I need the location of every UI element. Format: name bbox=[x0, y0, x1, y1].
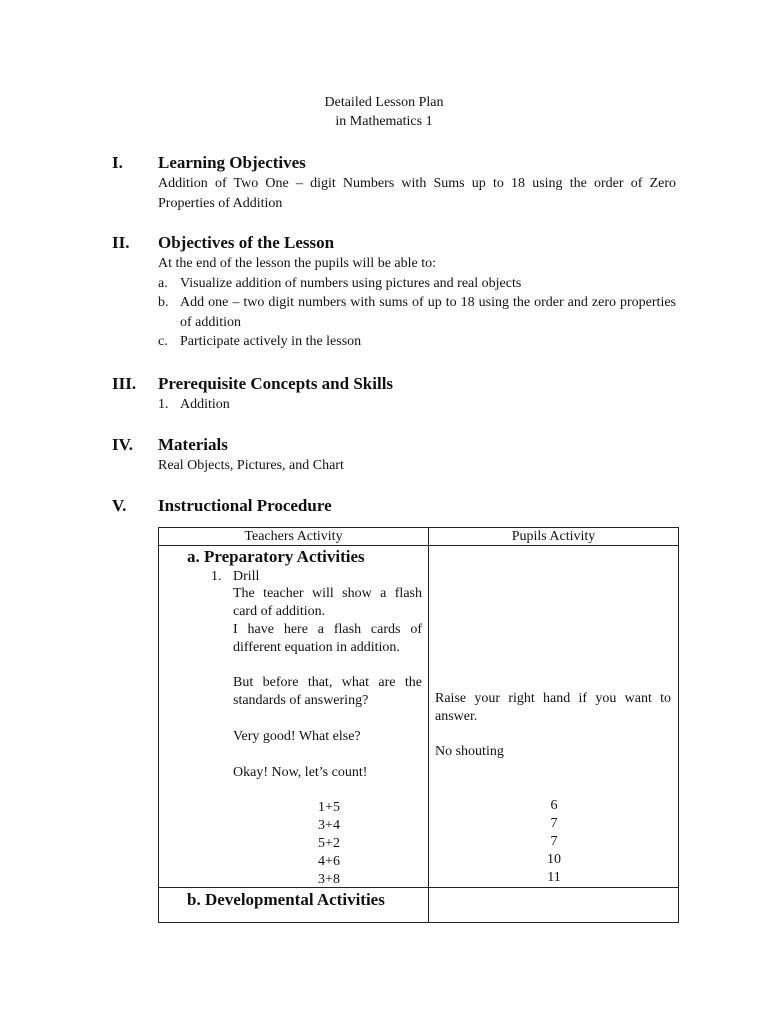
section-body bbox=[158, 395, 678, 415]
section-number: III. bbox=[112, 374, 137, 393]
teacher-text: Very good! What else? bbox=[233, 729, 361, 744]
equation-item: 4+6 bbox=[318, 854, 340, 869]
list-item bbox=[158, 293, 676, 332]
equation-item: 1+5 bbox=[318, 800, 340, 815]
pupils-activity-cell bbox=[429, 888, 679, 923]
section-heading: Prerequisite Concepts and Skills bbox=[158, 374, 394, 393]
column-header-pupils: Pupils Activity bbox=[429, 528, 679, 546]
section-heading: Instructional Procedure bbox=[158, 496, 332, 515]
column-header-teachers: Teachers Activity bbox=[159, 528, 429, 546]
section-heading: Learning Objectives bbox=[158, 153, 306, 172]
part-a-heading: a. Preparatory Activities bbox=[187, 547, 365, 566]
list-marker: c. bbox=[158, 334, 168, 349]
section-number: II. bbox=[112, 233, 130, 252]
section-text: Addition of Two One – digit Numbers with Sums up to 18 using the order of Zero Properties of Addition bbox=[158, 176, 676, 211]
document-title-line2: in Mathematics 1 bbox=[335, 114, 433, 129]
list-item bbox=[158, 274, 676, 294]
drill-marker: 1. bbox=[211, 569, 222, 584]
list-marker: 1. bbox=[158, 397, 169, 412]
teachers-activity-cell bbox=[159, 546, 429, 888]
document-title-line1: Detailed Lesson Plan bbox=[324, 95, 444, 110]
table-row bbox=[159, 888, 679, 923]
table-row bbox=[159, 546, 679, 888]
list-text: Add one – two digit numbers with sums of up to 18 using the order and zero properties of addition bbox=[180, 295, 676, 330]
section-number: I. bbox=[112, 153, 123, 172]
section-number: IV. bbox=[112, 435, 133, 454]
section-text: Real Objects, Pictures, and Chart bbox=[158, 458, 344, 473]
list-item bbox=[158, 332, 676, 352]
section-heading: Materials bbox=[158, 435, 228, 454]
answer-item: 10 bbox=[547, 852, 561, 867]
teachers-activity-cell bbox=[159, 888, 429, 923]
pupil-response: Raise your right hand if you want to answer. bbox=[435, 691, 671, 724]
equation-item: 3+4 bbox=[318, 818, 340, 833]
teacher-text: But before that, what are the standards of answering? bbox=[233, 675, 422, 708]
section-intro: At the end of the lesson the pupils will be able to: bbox=[158, 256, 437, 271]
table-header-row bbox=[159, 528, 679, 546]
list-text: Participate actively in the lesson bbox=[180, 334, 362, 349]
section-number: V. bbox=[112, 496, 127, 515]
list-marker: a. bbox=[158, 275, 168, 291]
drill-label: Drill bbox=[233, 569, 260, 584]
section-body bbox=[158, 254, 676, 352]
list-text: Visualize addition of numbers using pictures and real objects bbox=[180, 275, 522, 291]
teacher-text: Okay! Now, let’s count! bbox=[233, 765, 368, 780]
list-item bbox=[158, 395, 678, 415]
teacher-text: The teacher will show a flash card of addition. bbox=[233, 586, 422, 619]
answer-item: 7 bbox=[550, 816, 558, 831]
pupil-response: No shouting bbox=[435, 744, 504, 759]
equation-item: 5+2 bbox=[318, 836, 340, 851]
part-b-heading: b. Developmental Activities bbox=[187, 890, 385, 909]
list-text: Addition bbox=[180, 397, 230, 412]
teacher-text: I have here a flash cards of different equation in addition. bbox=[233, 622, 422, 655]
answer-item: 11 bbox=[547, 870, 561, 885]
list-marker: b. bbox=[158, 295, 169, 310]
answer-item: 7 bbox=[550, 834, 558, 849]
equation-item: 3+8 bbox=[318, 872, 340, 887]
section-heading: Objectives of the Lesson bbox=[158, 233, 335, 252]
procedure-table bbox=[158, 527, 679, 923]
pupils-activity-cell bbox=[429, 546, 679, 888]
answer-item: 6 bbox=[550, 798, 558, 813]
